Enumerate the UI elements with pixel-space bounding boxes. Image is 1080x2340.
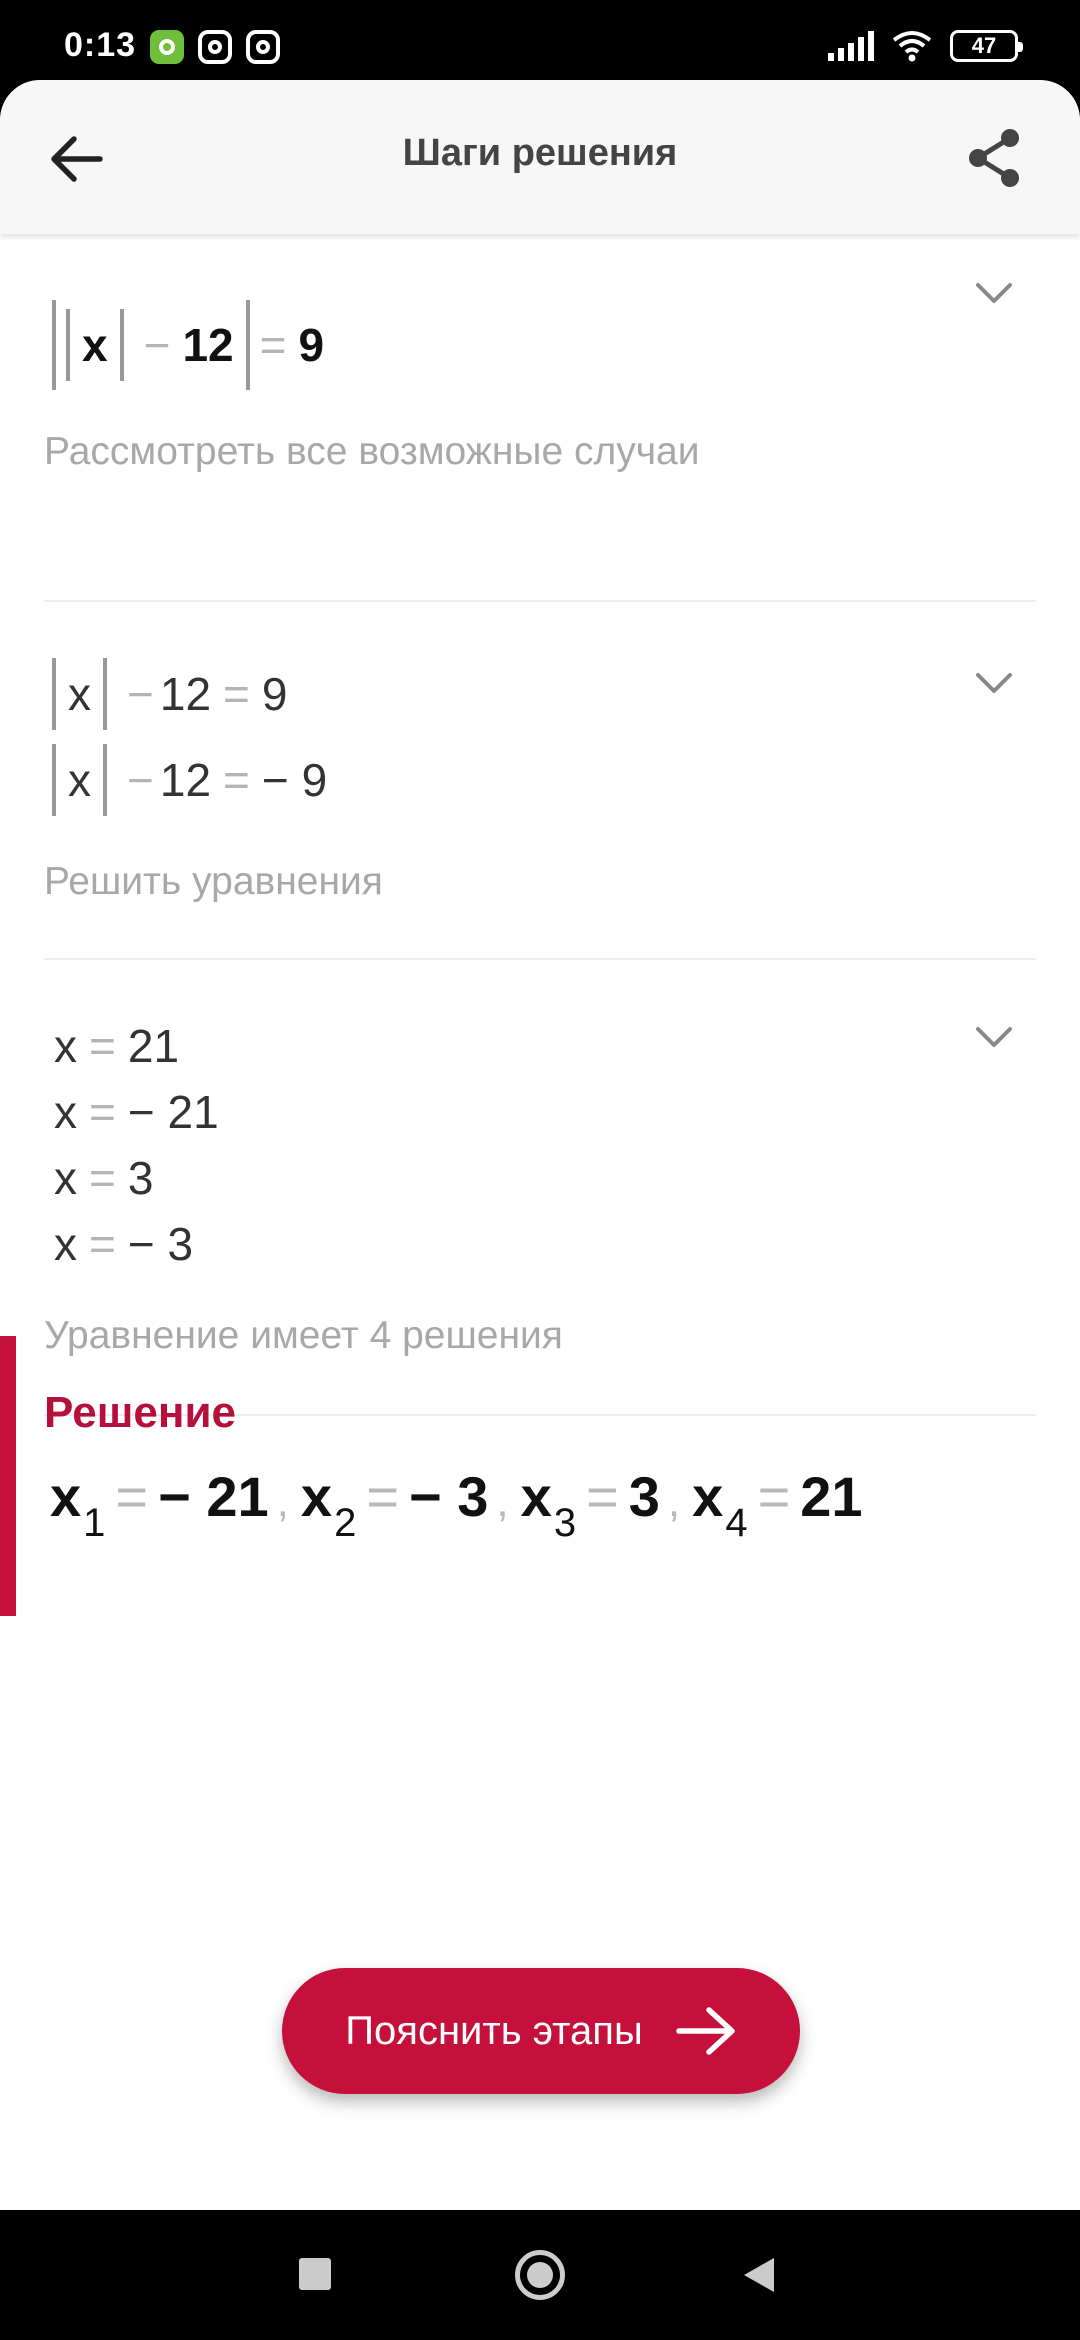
root-value: 3 [628, 1465, 660, 1528]
wifi-icon [892, 30, 932, 62]
signal-icon [828, 31, 874, 61]
root-var: x [692, 1465, 724, 1528]
solution-roots: x $_1$ = − 21 , x $_2$ = − 3 , x $_3$ = 3 , x $_4$ = 21 [50, 1465, 863, 1545]
triangle-nav-icon[interactable] [742, 2256, 776, 2294]
root-var: x [300, 1465, 333, 1528]
step-equation: x − 12 = − 9 [52, 744, 329, 816]
root-value: 21 [800, 1465, 863, 1528]
root-index: 4 [725, 1501, 748, 1545]
solution-accent-bar [0, 1336, 16, 1616]
status-time: 0:13 [64, 26, 137, 64]
solution-step-1[interactable] [44, 234, 1036, 602]
step-equation: x = 3 [54, 1152, 154, 1204]
instagram-icon [246, 30, 280, 64]
system-navigation-bar [0, 2210, 1080, 2340]
arrow-right-icon [675, 2006, 737, 2056]
chevron-down-icon[interactable] [974, 670, 1014, 696]
step-hint: Уравнение имеет 4 решения [44, 1314, 563, 1357]
status-system-icons [828, 30, 1018, 62]
step-equation: x = − 3 [54, 1218, 194, 1270]
chevron-down-icon[interactable] [974, 1024, 1014, 1050]
step-equation: x − 12 = 9 [52, 300, 326, 390]
step-hint: Рассмотреть все возможные случаи [44, 430, 700, 473]
step-equation: x − 12 = 9 [52, 658, 290, 730]
root-value: − 3 [409, 1465, 489, 1528]
root-index: 1 [83, 1501, 106, 1545]
instagram-icon [198, 30, 232, 64]
step-equation: x = 21 [54, 1020, 180, 1072]
root-index: 3 [553, 1501, 577, 1545]
root-index: 2 [334, 1501, 357, 1545]
root-value: − 21 [158, 1465, 269, 1528]
chevron-down-icon[interactable] [974, 280, 1014, 306]
solution-title: Решение [44, 1388, 236, 1437]
solution-section [0, 1336, 1080, 1616]
page-title: Шаги решения [402, 132, 678, 174]
battery-indicator: 47 [950, 30, 1018, 62]
square-nav-icon[interactable] [299, 2258, 331, 2290]
solution-step-2[interactable] [44, 602, 1036, 960]
share-icon[interactable] [964, 126, 1024, 190]
circle-nav-icon[interactable] [515, 2250, 565, 2300]
explain-steps-label: Пояснить этапы [345, 2008, 643, 2053]
app-notification-icon [150, 30, 184, 64]
status-notification-icons [150, 30, 280, 64]
top-app-bar [0, 80, 1080, 234]
root-var: x [50, 1465, 82, 1528]
root-var: x [520, 1465, 552, 1528]
explain-steps-button[interactable] [282, 1968, 800, 2094]
status-bar [0, 0, 1080, 80]
step-hint: Решить уравнения [44, 860, 383, 903]
step-equation: x = − 21 [54, 1086, 219, 1138]
app-screen [0, 80, 1080, 2210]
